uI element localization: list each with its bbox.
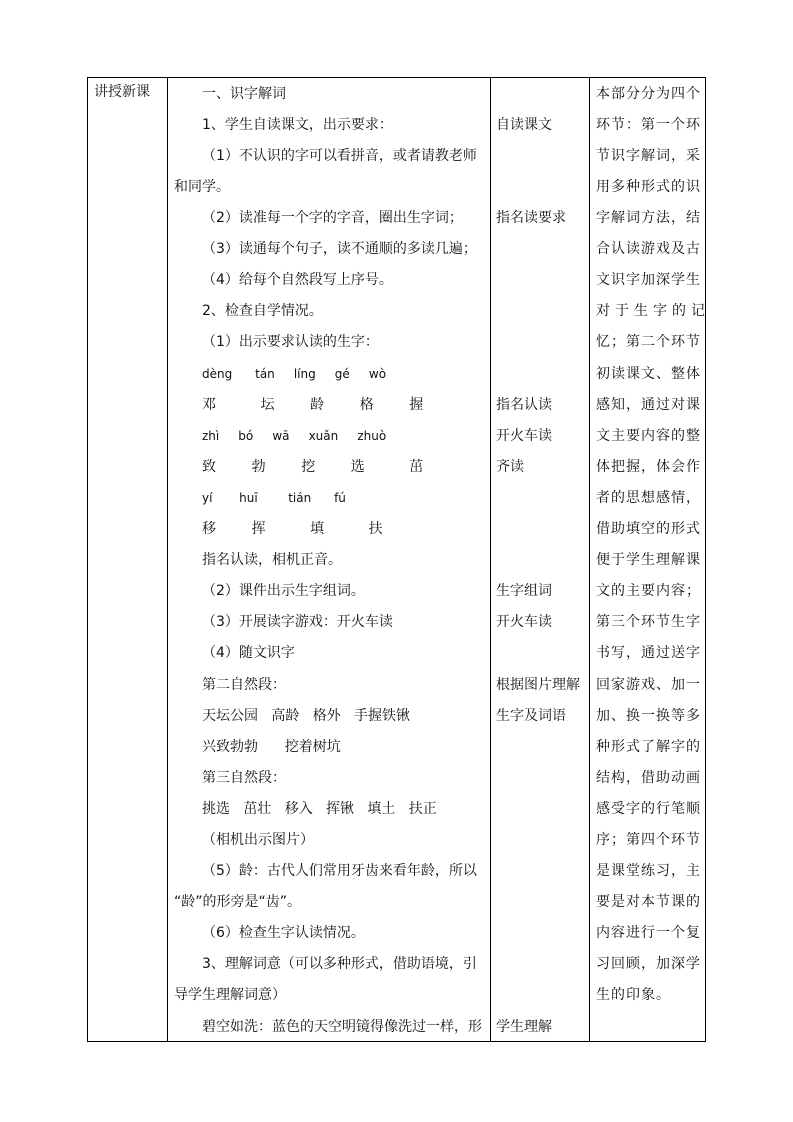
note-line: 习回顾，加深学 <box>596 956 701 972</box>
note-line: 是课堂练习，主 <box>596 863 701 879</box>
content-line: 第二自然段： <box>202 677 286 693</box>
activity-line: 齐读 <box>496 459 524 475</box>
pinyin-line: dèng tán líng gé wò <box>202 367 387 381</box>
note-line: 用多种形式的识 <box>596 179 701 195</box>
content-line: 挑选 茁壮 移入 挥锹 填土 扶正 <box>202 801 437 817</box>
content-line: （3）开展读字游戏：开火车读 <box>202 614 393 630</box>
content-line: （4）给每个自然段写上序号。 <box>202 272 393 288</box>
note-line: 第三个环节生字 <box>596 614 701 630</box>
activity-line: 生字组词 <box>496 583 552 599</box>
activity-line: 根据图片理解 <box>496 677 580 693</box>
content-line: 碧空如洗：蓝色的天空明镜得像洗过一样，形 <box>202 1019 482 1035</box>
content-line: （1）不认识的字可以看拼音，或者请教老师 <box>202 148 477 164</box>
content-line: （1）出示要求认读的生字： <box>202 334 379 350</box>
column-divider <box>589 78 590 1041</box>
content-line: （2）课件出示生字组词。 <box>202 583 365 599</box>
note-line: 初读课文、整体 <box>596 366 701 382</box>
character-line: 邓 坛 龄 格 握 <box>202 397 424 413</box>
content-line: 3、理解词意（可以多种形式，借助语境，引 <box>202 956 477 972</box>
note-line: 书写，通过送字 <box>596 645 701 661</box>
activity-line: 生字及词语 <box>496 708 566 724</box>
note-line: 感受字的行笔顺 <box>596 801 701 817</box>
note-line: 对于生字的记 <box>596 303 710 319</box>
content-line: （6）检查生字认读情况。 <box>202 925 365 941</box>
content-line: 1、学生自读课文，出示要求： <box>202 117 393 133</box>
content-line: 兴致勃勃 挖着树坑 <box>202 739 341 755</box>
content-line: （4）随文识字 <box>202 645 295 661</box>
column-divider <box>490 78 491 1041</box>
activity-line: 开火车读 <box>496 428 552 444</box>
content-line: （2）读准每一个字的字音，圈出生字词； <box>202 210 463 226</box>
content-line: （3）读通每个句子，读不通顺的多读几遍； <box>202 241 477 257</box>
character-line: 致 勃 挖 选 茁 <box>202 459 424 475</box>
note-line: 字解词方法，结 <box>596 210 701 226</box>
pinyin-line: yí huī tián fú <box>202 491 346 505</box>
note-line: 序；第四个环节 <box>596 832 701 848</box>
pinyin-line: zhì bó wā xuǎn zhuò <box>202 429 387 443</box>
column-divider <box>167 78 168 1041</box>
character-line: 移 挥 填 扶 <box>202 521 383 537</box>
note-line: 回家游戏、加一 <box>596 677 701 693</box>
note-line: 环节：第一个环 <box>596 117 701 133</box>
section-label: 讲授新课 <box>94 84 150 100</box>
note-line: 合认读游戏及古 <box>596 241 701 257</box>
content-line: 一、识字解词 <box>202 86 286 102</box>
note-line: 文识字加深学生 <box>596 272 701 288</box>
activity-line: 学生理解 <box>496 1019 552 1035</box>
section-label-cell <box>94 78 166 100</box>
note-line: 忆；第二个环节 <box>596 334 701 350</box>
note-line: 生的印象。 <box>596 987 671 1003</box>
note-line: 节识字解词，采 <box>596 148 701 164</box>
note-line: 者的思想感情， <box>596 490 701 506</box>
content-line: （相机出示图片） <box>202 832 314 848</box>
content-line: 导学生理解词意） <box>174 987 286 1003</box>
content-line: 指名认读，相机正音。 <box>202 552 342 568</box>
content-line: （5）龄：古代人们常用牙齿来看年龄，所以 <box>202 863 477 879</box>
note-line: 便于学生理解课 <box>596 552 701 568</box>
content-line: 2、检查自学情况。 <box>202 303 323 319</box>
note-line: 文主要内容的整 <box>596 428 701 444</box>
activity-line: 指名认读 <box>496 397 552 413</box>
lesson-plan-table <box>87 77 710 1042</box>
activity-line: 开火车读 <box>496 614 552 630</box>
content-line: 天坛公园 高龄 格外 手握铁锹 <box>202 708 411 724</box>
note-line: 加、换一换等多 <box>596 708 701 724</box>
note-line: 本部分分为四个 <box>596 86 701 102</box>
note-line: 体把握，体会作 <box>596 459 701 475</box>
content-line: 第三自然段： <box>202 770 286 786</box>
activity-line: 自读课文 <box>496 117 552 133</box>
content-line: 和同学。 <box>174 179 230 195</box>
note-line: 文的主要内容； <box>596 583 701 599</box>
note-line: 借助填空的形式 <box>596 521 701 537</box>
content-line: “龄”的形旁是“齿”。 <box>174 894 302 910</box>
note-line: 种形式了解字的 <box>596 739 701 755</box>
activity-line: 指名读要求 <box>496 210 566 226</box>
note-line: 要是对本节课的 <box>596 894 701 910</box>
note-line: 结构，借助动画 <box>596 770 701 786</box>
note-line: 内容进行一个复 <box>596 925 701 941</box>
note-line: 感知，通过对课 <box>596 397 701 413</box>
